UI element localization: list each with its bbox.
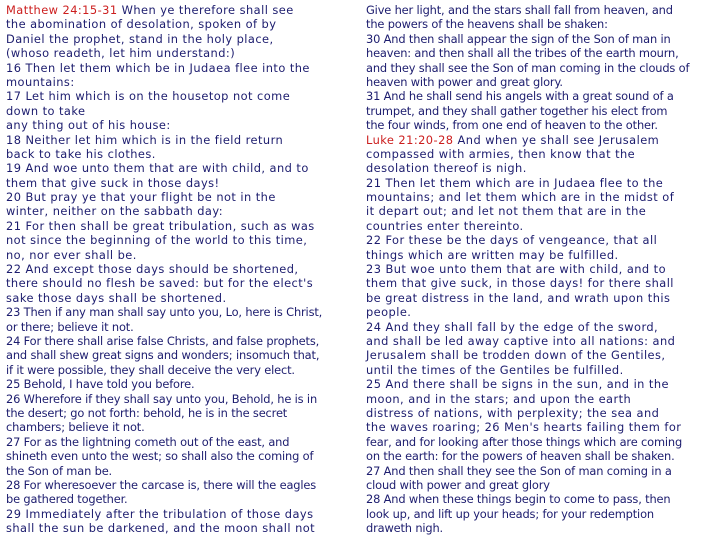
verse-text: 27 For as the lightning cometh out of the east, and — [6, 434, 290, 449]
text-line — [366, 176, 714, 190]
verse-text: heaven with power and great glory. — [366, 74, 563, 89]
verse-text: 21 Then let them which are in Judaea flee to the — [366, 175, 664, 190]
verse-text: shineth even unto the west; so shall also the coming of — [6, 449, 314, 464]
passage-heading-line — [6, 3, 350, 17]
verse-text: Daniel the prophet, stand in the holy place, — [6, 31, 274, 46]
text-line — [366, 320, 714, 334]
verse-text: countries enter thereinto. — [366, 218, 524, 233]
verse-text: chambers; believe it not. — [6, 420, 145, 435]
verse-text: look up, and lift up your heads; for your redemption — [366, 506, 654, 521]
text-line — [6, 147, 350, 161]
verse-text: 16 Then let them which be in Judaea flee into the — [6, 60, 310, 75]
verse-text: 22 And except those days should be shortened, — [6, 262, 299, 277]
verse-text: 18 Neither let him which is in the field return — [6, 132, 284, 147]
text-line — [6, 75, 350, 89]
verse-text: them that give suck in those days! — [6, 175, 220, 190]
verse-text: 26 Wherefore if they shall say unto you, Behold, he is in — [6, 391, 318, 406]
verse-text: 27 And then shall they see the Son of man coming in a — [366, 463, 672, 478]
text-line — [366, 75, 714, 89]
verse-text: 21 For then shall be great tribulation, such as was — [6, 218, 315, 233]
verse-text: the Son of man be. — [6, 463, 113, 478]
text-line — [6, 363, 350, 377]
right-text-column — [366, 3, 714, 535]
verse-text: 28 For wheresoever the carcase is, there will the eagles — [6, 477, 317, 492]
verse-text: sake those days shall be shortened. — [6, 290, 227, 305]
text-line — [366, 420, 714, 434]
verse-text: cloud with power and great glory — [366, 477, 550, 492]
verse-text: any thing out of his house: — [6, 118, 171, 133]
verse-text: 24 For there shall arise false Christs, and false prophets, — [6, 333, 320, 348]
verse-text: 22 For these be the days of vengeance, that all — [366, 233, 658, 248]
text-line — [366, 46, 714, 60]
text-line — [366, 219, 714, 233]
verse-text: 30 And then shall appear the sign of the Son of man in — [366, 31, 671, 46]
text-line — [366, 478, 714, 492]
text-line — [6, 435, 350, 449]
verse-text: 25 And there shall be signs in the sun, and in the — [366, 377, 669, 392]
text-line — [366, 104, 714, 118]
text-line — [366, 276, 714, 290]
verse-text: 17 Let him which is on the housetop not come — [6, 89, 291, 104]
verse-text: Jerusalem shall be trodden down of the Gentiles, — [366, 348, 666, 363]
verse-text: mountains: — [6, 74, 75, 89]
verse-text: and shall be led away captive into all nations: and — [366, 333, 676, 348]
text-line — [6, 161, 350, 175]
passage-reference: Luke 21:20-28 — [366, 132, 454, 147]
text-line — [366, 521, 714, 535]
text-line — [366, 190, 714, 204]
text-line — [366, 233, 714, 247]
verse-text: heaven: and then shall all the tribes of the earth mourn, — [366, 46, 679, 61]
text-line — [366, 392, 714, 406]
verse-text: desolation thereof is nigh. — [366, 161, 527, 176]
text-line — [6, 276, 350, 290]
verse-text: the four winds, from one end of heaven to the other. — [366, 118, 658, 133]
verse-text: until the times of the Gentiles be fulfilled. — [366, 362, 624, 377]
text-line — [6, 17, 350, 31]
verse-text: fear, and for looking after those things which are coming — [366, 434, 683, 449]
text-line — [6, 219, 350, 233]
verse-text: 20 But pray ye that your flight be not in the — [6, 190, 276, 205]
verse-text: mountains; and let them which are in the midst of — [366, 190, 675, 205]
text-line — [6, 176, 350, 190]
text-line — [366, 377, 714, 391]
verse-text: 31 And he shall send his angels with a great sound of a — [366, 89, 674, 104]
text-line — [6, 492, 350, 506]
verse-text: on the earth: for the powers of heaven shall be shaken. — [366, 449, 675, 464]
text-line — [6, 233, 350, 247]
text-line — [366, 3, 714, 17]
text-line — [366, 348, 714, 362]
verse-text: and they shall see the Son of man coming in the clouds of — [366, 60, 690, 75]
text-line — [6, 204, 350, 218]
text-line — [6, 478, 350, 492]
text-line — [6, 61, 350, 75]
text-line — [366, 305, 714, 319]
text-line — [6, 392, 350, 406]
verse-text: down to take — [6, 103, 86, 118]
text-line — [6, 133, 350, 147]
text-line — [366, 262, 714, 276]
text-line — [366, 291, 714, 305]
text-line — [366, 204, 714, 218]
verse-text: if it were possible, they shall deceive the very elect. — [6, 362, 295, 377]
verse-text: Give her light, and the stars shall fall from heaven, and — [366, 3, 673, 17]
verse-text: trumpet, and they shall gather together his elect from — [366, 103, 668, 118]
verse-text: When ye therefore shall see — [117, 3, 294, 17]
text-line — [6, 291, 350, 305]
text-line — [366, 449, 714, 463]
text-line — [366, 435, 714, 449]
text-line — [6, 320, 350, 334]
left-text-column — [6, 3, 350, 535]
verse-text: distress of nations, with perplexity; the sea and — [366, 405, 660, 420]
text-line — [366, 118, 714, 132]
text-line — [6, 377, 350, 391]
verse-text: not since the beginning of the world to this time, — [6, 233, 308, 248]
text-line — [366, 464, 714, 478]
verse-text: 29 Immediately after the tribulation of those days — [6, 506, 314, 521]
verse-text: the waves roaring; 26 Men's hearts failing them for — [366, 420, 682, 435]
verse-text: be great distress in the land, and wrath upon this — [366, 290, 671, 305]
verse-text: (whoso readeth, let him understand:) — [6, 46, 236, 61]
text-line — [366, 161, 714, 175]
verse-text: draweth nigh. — [366, 521, 444, 536]
text-line — [6, 348, 350, 362]
text-line — [6, 305, 350, 319]
text-line — [366, 61, 714, 75]
verse-text: 23 But woe unto them that are with child, and to — [366, 262, 667, 277]
verse-text: 23 Then if any man shall say unto you, Lo, here is Christ, — [6, 305, 323, 320]
text-line — [366, 492, 714, 506]
text-line — [6, 248, 350, 262]
passage-reference: Matthew 24:15-31 — [6, 3, 118, 17]
passage-heading-line — [366, 133, 714, 147]
text-line — [366, 507, 714, 521]
verse-text: moon, and in the stars; and upon the earth — [366, 391, 632, 406]
verse-text: the powers of the heavens shall be shaken: — [366, 17, 608, 32]
text-line — [6, 406, 350, 420]
text-line — [6, 46, 350, 60]
verse-text: shall the sun be darkened, and the moon shall not — [6, 521, 316, 536]
text-line — [366, 406, 714, 420]
text-line — [366, 32, 714, 46]
text-line — [366, 89, 714, 103]
verse-text: and shall shew great signs and wonders; insomuch that, — [6, 348, 320, 363]
verse-text: the abomination of desolation, spoken of by — [6, 17, 277, 32]
text-line — [366, 334, 714, 348]
text-line — [366, 147, 714, 161]
verse-text: there should no flesh be saved: but for the elect's — [6, 276, 314, 291]
text-line — [366, 363, 714, 377]
verse-text: be gathered together. — [6, 492, 128, 507]
text-line — [6, 521, 350, 535]
verse-text: And when ye shall see Jerusalem — [453, 132, 660, 147]
verse-text: 24 And they shall fall by the edge of the sword, — [366, 319, 659, 334]
verse-text: 28 And when these things begin to come to pass, then — [366, 492, 671, 507]
text-line — [366, 17, 714, 31]
text-line — [6, 334, 350, 348]
verse-text: people. — [366, 305, 412, 320]
text-line — [6, 32, 350, 46]
verse-text: it depart out; and let not them that are in the — [366, 204, 647, 219]
verse-text: the desert; go not forth: behold, he is in the secret — [6, 405, 288, 420]
text-line — [6, 118, 350, 132]
text-line — [6, 420, 350, 434]
verse-text: 25 Behold, I have told you before. — [6, 377, 195, 392]
text-line — [6, 104, 350, 118]
text-line — [6, 449, 350, 463]
verse-text: back to take his clothes. — [6, 146, 156, 161]
verse-text: winter, neither on the sabbath day: — [6, 204, 223, 219]
verse-text: compassed with armies, then know that the — [366, 146, 636, 161]
verse-text: them that give suck, in those days! for there shall — [366, 276, 674, 291]
text-line — [6, 190, 350, 204]
verse-text: things which are written may be fulfilled. — [366, 247, 619, 262]
text-line — [6, 464, 350, 478]
text-line — [6, 89, 350, 103]
text-line — [6, 507, 350, 521]
verse-text: or there; believe it not. — [6, 319, 134, 334]
text-line — [366, 248, 714, 262]
verse-text: no, nor ever shall be. — [6, 247, 137, 262]
verse-text: 19 And woe unto them that are with child, and to — [6, 161, 309, 176]
text-line — [6, 262, 350, 276]
